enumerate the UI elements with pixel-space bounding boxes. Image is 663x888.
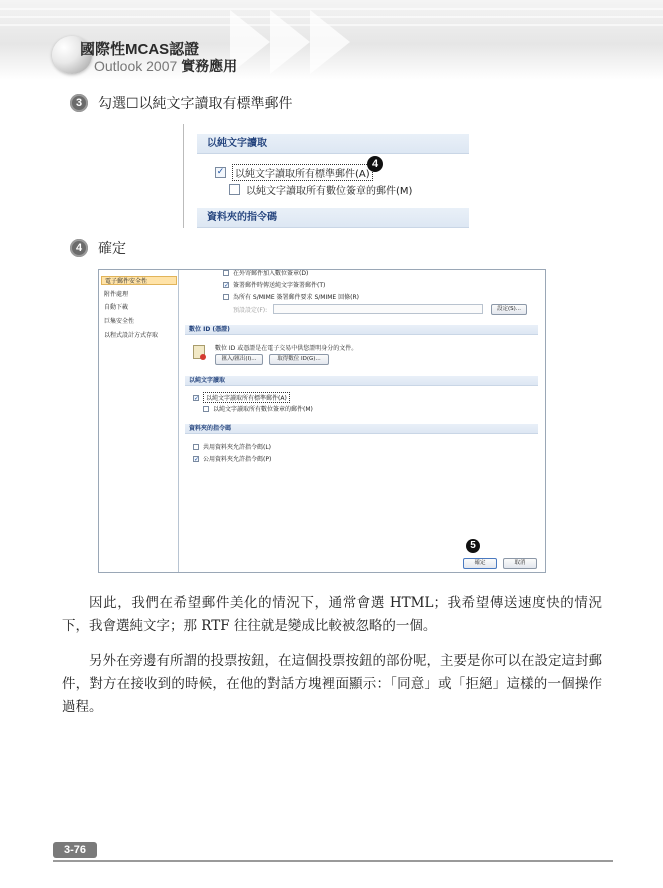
- checkbox-icon[interactable]: [223, 294, 229, 300]
- sidebar-item-attachment[interactable]: 附件處理: [104, 291, 129, 298]
- book-title: 國際性MCAS認證: [80, 41, 200, 58]
- body-paragraph: 因此，我們在希望郵件美化的情況下，通常會選 HTML；我希望傳送速度快的情況下，我會選純文字；那 RTF 往往就是變成比較被忽略的一個。: [62, 595, 602, 634]
- section-header: 以純文字讀取: [185, 376, 538, 386]
- checkbox-checked-icon[interactable]: ✓: [224, 281, 230, 289]
- digital-id-description: 數位 ID 或憑證是在電子交易中供您證明身分的文件。: [215, 345, 358, 352]
- option-smime-receipt[interactable]: [223, 292, 359, 301]
- option-public-scripts[interactable]: [193, 454, 271, 463]
- sidebar-item-macro-security[interactable]: 巨集安全性: [104, 318, 135, 325]
- trust-center-pane: [185, 270, 540, 548]
- checkbox-icon[interactable]: [223, 270, 229, 276]
- callout-marker-4: 4: [367, 156, 383, 172]
- chevron-decoration: [310, 10, 350, 74]
- option-send-clear-text[interactable]: [223, 280, 325, 289]
- step-text: 確定: [98, 241, 126, 257]
- step-3: [70, 93, 293, 113]
- option-label: 為所有 S/MIME 簽署郵件要求 S/MIME 回條(R): [233, 294, 359, 301]
- option-label: 以純文字讀取所有標準郵件(A): [232, 164, 373, 181]
- import-export-button[interactable]: 匯入/匯出(I)...: [215, 354, 263, 365]
- body-paragraph: 另外在旁邊有所謂的投票按鈕，在這個投票按鈕的部份呢，主要是你可以在設定這封郵件，對方在接收到的時候，在他的對話方塊裡面顯示：「同意」或「拒絕」這樣的一個操作過程。: [62, 653, 602, 715]
- sidebar-item-auto-download[interactable]: 自動下載: [104, 304, 129, 311]
- option-label: 以純文字讀取所有數位簽章的郵件(M): [213, 406, 313, 413]
- section-header: 資料夾的指令碼: [185, 424, 538, 434]
- option-plain-all[interactable]: [193, 392, 290, 403]
- option-read-plain-signed[interactable]: [229, 182, 412, 197]
- cancel-button[interactable]: 取消: [503, 558, 537, 569]
- ok-button[interactable]: 確定: [463, 558, 497, 569]
- checkbox-icon[interactable]: [203, 406, 209, 412]
- book-subtitle: Outlook 2007 實務應用: [94, 58, 238, 74]
- default-setting-select[interactable]: [273, 304, 483, 314]
- step-4: [70, 238, 126, 258]
- option-label: 以純文字讀取所有數位簽章的郵件(M): [246, 186, 413, 197]
- checkbox-icon[interactable]: [193, 444, 199, 450]
- option-plain-signed[interactable]: [203, 404, 313, 413]
- page-footer-rule: [53, 860, 613, 862]
- sidebar-item-email-security[interactable]: 電子郵件安全性: [101, 276, 177, 285]
- checkbox-checked-icon[interactable]: ✓: [216, 167, 225, 177]
- option-read-plain-all[interactable]: [215, 164, 373, 181]
- step-text: 勾選☐以純文字讀取有標準郵件: [98, 96, 293, 112]
- dialog-excerpt: [183, 124, 469, 228]
- option-add-signature[interactable]: [223, 270, 308, 277]
- checkbox-checked-icon[interactable]: ✓: [194, 455, 200, 463]
- sidebar-item-programmatic-access[interactable]: 以程式設計方式存取: [104, 332, 159, 339]
- trust-center-sidebar: [99, 270, 179, 573]
- option-label: 在外寄郵件加入數位簽章(D): [233, 270, 309, 277]
- section-header: 數位 ID (憑證): [185, 325, 538, 335]
- option-label: 簽署郵件時傳送純文字簽署郵件(T): [233, 282, 326, 289]
- certificate-icon: [193, 345, 205, 359]
- callout-marker-5: 5: [466, 539, 480, 553]
- option-label: 公用資料夾允許指令碼(P): [203, 456, 272, 463]
- trust-center-dialog: [98, 269, 546, 573]
- option-label: 以純文字讀取所有標準郵件(A): [203, 392, 290, 403]
- option-shared-scripts[interactable]: [193, 442, 271, 451]
- default-setting-label: 預設設定(F):: [233, 307, 268, 314]
- option-label: 共用資料夾允許指令碼(L): [203, 444, 272, 451]
- step-number-badge: 3: [70, 94, 88, 112]
- chevron-decoration: [270, 10, 310, 74]
- checkbox-icon[interactable]: [229, 184, 240, 195]
- settings-button[interactable]: 設定(S)...: [491, 304, 527, 315]
- page-number: 3-76: [53, 842, 97, 858]
- section-header: 以純文字讀取: [197, 134, 469, 154]
- get-digital-id-button[interactable]: 取得數位 ID(G)...: [269, 354, 329, 365]
- step-number-badge: 4: [70, 239, 88, 257]
- checkbox-checked-icon[interactable]: ✓: [194, 394, 200, 402]
- section-header: 資料夾的指令碼: [197, 208, 469, 228]
